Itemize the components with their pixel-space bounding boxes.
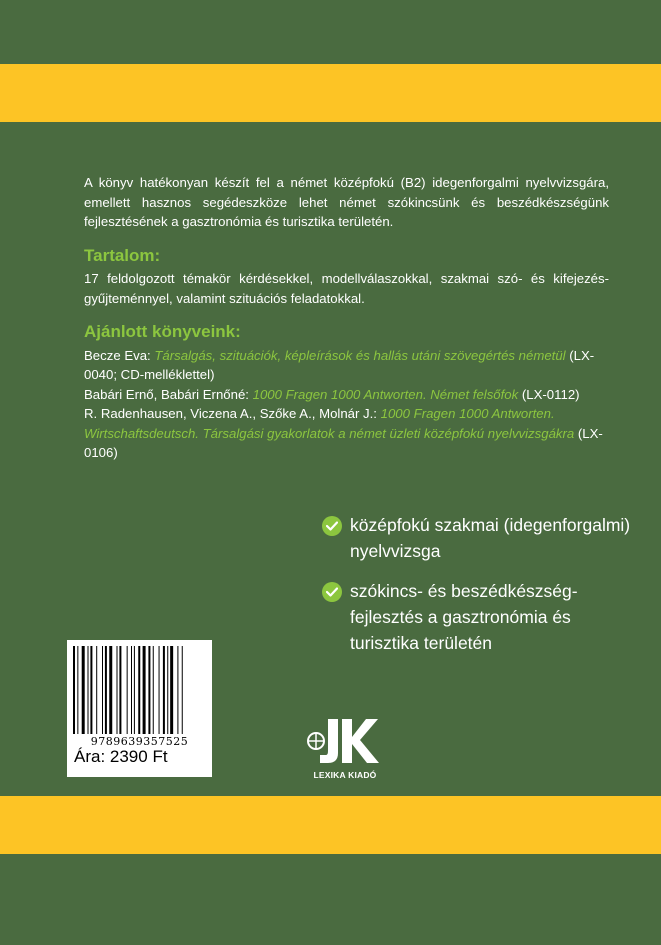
isbn-number: 9789639357525: [90, 735, 189, 748]
feature-item: [322, 512, 642, 564]
book-author: Becze Eva:: [84, 347, 155, 363]
book-author: Babári Ernő, Babári Ernőné:: [84, 386, 253, 402]
contents-paragraph: 17 feldolgozott témakör kérdésekkel, modellválaszokkal, szakmai szó- és kifejezés-gyűjteménnyel, valamint szituációs feladatokkal.: [84, 271, 609, 306]
barcode-bar: [148, 646, 150, 734]
checkmark-circle-icon: [322, 582, 342, 602]
recommended-book: [84, 404, 609, 463]
barcode-bar: [73, 646, 75, 734]
feature-item: [322, 578, 642, 656]
barcode-bar: [90, 646, 92, 734]
barcode-bar: [119, 646, 121, 734]
barcode-bar: [77, 646, 78, 734]
recommended-heading: Ajánlott könyveink:: [84, 322, 241, 341]
barcode-bar: [88, 646, 89, 734]
book-code: (LX-0040; CD-melléklettel): [84, 347, 595, 382]
barcode-bar: [96, 646, 97, 734]
barcode-bar: [182, 646, 183, 734]
barcode-bar: [138, 646, 140, 734]
barcode-icon: [73, 646, 206, 734]
feature-list: [322, 512, 642, 670]
price-label: Ára: 2390 Ft: [74, 747, 168, 766]
barcode-bar: [117, 646, 118, 734]
barcode-bar: [153, 646, 154, 734]
top-yellow-band: [0, 64, 661, 122]
barcode-bar: [127, 646, 128, 734]
book-author: R. Radenhausen, Viczena A., Szőke A., Molnár J.:: [84, 406, 381, 421]
lexika-logo-icon: [306, 713, 384, 769]
bottom-yellow-band: [0, 796, 661, 854]
recommended-book: [84, 385, 609, 405]
barcode-bar: [177, 646, 178, 734]
feature-text: középfokú szakmai (idegenforgalmi) nyelvvizsga: [350, 515, 631, 561]
book-title: Társalgás, szituációk, képleírások és hallás utáni szövegértés németül: [154, 347, 566, 363]
barcode-bar: [82, 646, 85, 734]
barcode-label: [67, 640, 212, 777]
barcode-bar: [167, 646, 168, 734]
barcode-bar: [105, 646, 107, 734]
book-code: (LX-0112): [518, 386, 580, 402]
barcode-bar: [134, 646, 135, 734]
contents-heading: Tartalom:: [84, 245, 161, 265]
barcode-bar: [102, 646, 103, 734]
back-cover-text: [84, 173, 609, 463]
checkmark-circle-icon: [322, 516, 342, 536]
publisher-logo: [306, 713, 384, 781]
recommended-book: [84, 346, 609, 385]
publisher-name: LEXIKA KIADÓ: [313, 770, 377, 780]
book-title: 1000 Fragen 1000 Antworten. Német felsőfok: [252, 386, 519, 402]
book-title: 1000 Fragen 1000 Antworten. Wirtschaftsdeutsch. Társalgási gyakorlatok a német üzleti középfokú nyelvvizsgákra: [84, 406, 575, 441]
barcode-bar: [159, 646, 160, 734]
barcode-bar: [131, 646, 132, 734]
barcode-bar: [163, 646, 165, 734]
barcode-bar: [109, 646, 112, 734]
feature-text: szókincs- és beszédkészség-fejlesztés a gasztronómia és turisztika területén: [350, 581, 578, 653]
book-code: (LX-0106): [84, 425, 603, 460]
barcode-bar: [143, 646, 146, 734]
barcode-bar: [170, 646, 173, 734]
intro-paragraph: A könyv hatékonyan készít fel a német középfokú (B2) idegenforgalmi nyelvvizsgára, emellett hasznos segédeszköze lehet német szókincsünk és beszédkészségünk fejlesztésének a gasztronómia és turisztika területén.: [84, 175, 609, 229]
